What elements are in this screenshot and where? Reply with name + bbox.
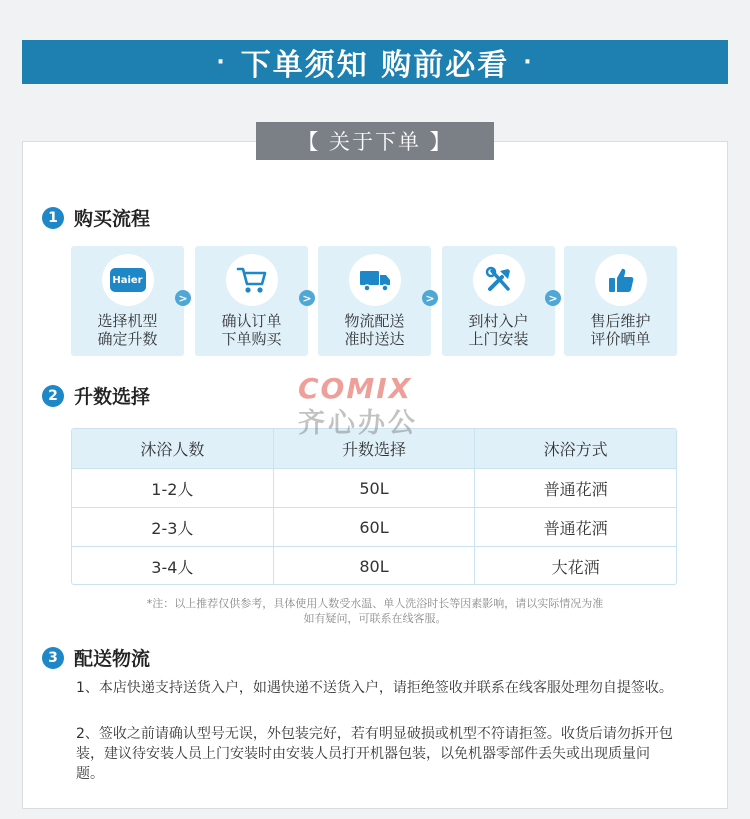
- step-icon-circle: [226, 254, 278, 306]
- step-label: 确认订单 下单购买: [221, 312, 282, 348]
- step-installation: [442, 246, 555, 356]
- table-cell: 3-4人: [151, 557, 194, 577]
- table-row: [72, 546, 676, 585]
- table-cell: 80L: [273, 547, 475, 585]
- table-cell: 普通花洒: [474, 508, 676, 546]
- table-cell: 60L: [273, 508, 475, 546]
- step-icon-circle: [102, 254, 154, 306]
- section-tab: 【 关于下单 】: [256, 122, 494, 160]
- banner-dot-right: ·: [523, 49, 534, 75]
- section-title: 购买流程: [74, 208, 151, 230]
- capacity-table: [71, 428, 677, 585]
- watermark-text: 齐心办公: [298, 408, 418, 439]
- delivery-paragraph-1: 1、本店快递支持送货入户，如遇快递不送货入户，请拒绝签收并联系在线客服处理勿自提签收。: [76, 680, 673, 696]
- haier-logo-icon: Haier: [110, 268, 146, 292]
- step-icon-circle: [595, 254, 647, 306]
- table-row: [72, 468, 676, 507]
- step-logistics: [318, 246, 431, 356]
- chevron-right-icon: >: [299, 290, 315, 306]
- section-title: 升数选择: [74, 386, 151, 408]
- chevron-right-icon: >: [545, 290, 561, 306]
- delivery-paragraph-2: 2、签收之前请确认型号无误，外包装完好，若有明显破损或机型不符请拒签。收货后请勿拆开包装，建议待安装人员上门安装时由安装人员打开机器包装，以免机器零部件丢失或出现质量问题。: [76, 726, 673, 782]
- table-header-cell: 升数选择: [273, 429, 475, 468]
- table-header-cell: 沐浴人数: [140, 440, 205, 459]
- table-header-row: [72, 429, 676, 468]
- table-cell: 50L: [273, 469, 475, 507]
- step-label: 物流配送 准时送达: [344, 312, 405, 348]
- section-capacity: [42, 382, 150, 409]
- table-row: [72, 507, 676, 546]
- table-cell: 1-2人: [151, 479, 194, 499]
- step-icon-circle: [349, 254, 401, 306]
- table-header-cell: 沐浴方式: [474, 429, 676, 468]
- table-cell: 大花洒: [474, 547, 676, 585]
- step-label: 选择机型 确定升数: [97, 312, 158, 348]
- watermark-brand: COMIX: [298, 372, 413, 405]
- step-icon-circle: [473, 254, 525, 306]
- step-after-sales: [564, 246, 677, 356]
- section-number: 1: [42, 207, 64, 229]
- table-note: *注：以上推荐仅供参考，具体使用人数受水温、单人洗浴时长等因素影响，请以实际情况为准 如有疑问，可联系在线客服。: [146, 597, 604, 625]
- table-cell: 2-3人: [151, 518, 194, 538]
- chevron-right-icon: >: [422, 290, 438, 306]
- step-label: 售后维护 评价晒单: [590, 312, 651, 348]
- banner-dot-left: ·: [216, 49, 227, 75]
- page-title: 下单须知 购前必看: [240, 48, 510, 83]
- purchase-steps: [71, 246, 677, 356]
- table-cell: 普通花洒: [474, 469, 676, 507]
- chevron-right-icon: >: [175, 290, 191, 306]
- top-banner: [22, 40, 728, 84]
- section-number: 3: [42, 647, 64, 669]
- step-label: 到村入户 上门安装: [468, 312, 529, 348]
- cart-icon: [236, 265, 268, 295]
- section-title: 配送物流: [74, 648, 151, 670]
- thumbs-up-icon: [606, 265, 636, 295]
- step-confirm-order: [195, 246, 308, 356]
- tools-icon: [484, 265, 514, 295]
- section-delivery: [42, 644, 150, 671]
- truck-icon: [358, 267, 392, 293]
- section-purchase-flow: [42, 204, 150, 231]
- section-number: 2: [42, 385, 64, 407]
- step-select-model: [71, 246, 184, 356]
